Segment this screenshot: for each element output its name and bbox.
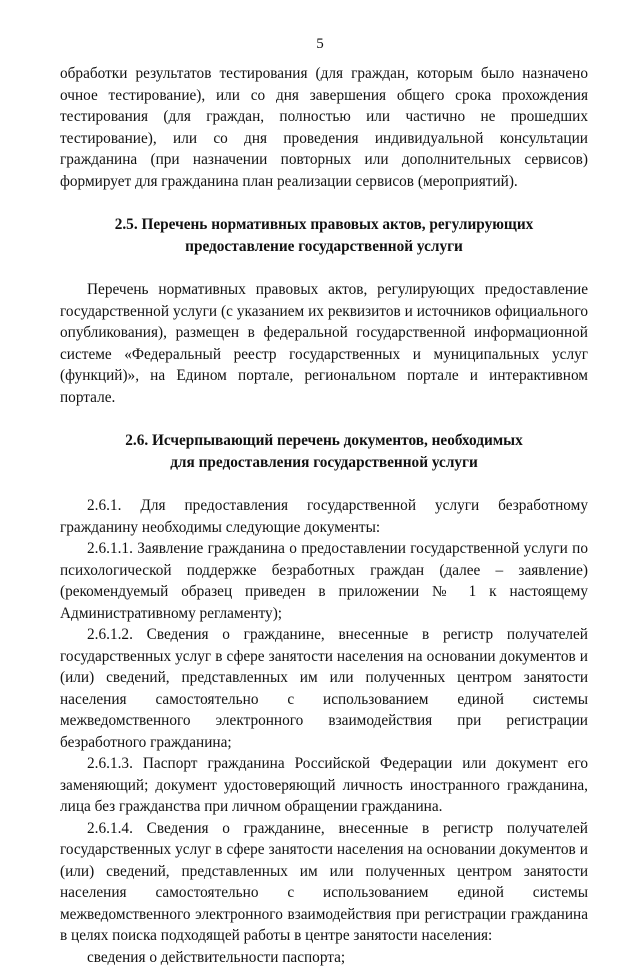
clause-2-6-1-4: 2.6.1.4. Сведения о гражданине, внесенные в регистр получателей государственных услуг в сфере занятости населения на основании документов и (или) сведений, представленных им или полученных центром занятости населения самостоятельно с использованием единой системы межведомственного электронного взаимодействия при регистрации гражданина в целях поиска подходящей работы в центре занятости населения: bbox=[60, 818, 588, 947]
section-2-5-title-line2: предоставление государственной услуги bbox=[60, 236, 588, 258]
section-2-6-title-line2: для предоставления государственной услуги bbox=[60, 452, 588, 474]
section-2-6-heading bbox=[60, 430, 588, 473]
section-2-5-heading bbox=[60, 214, 588, 257]
document-body bbox=[60, 63, 588, 968]
section-2-6-title-line1: 2.6. Исчерпывающий перечень документов, необходимых bbox=[60, 430, 588, 452]
passport-validity-item: сведения о действительности паспорта; bbox=[60, 947, 588, 968]
section-2-5-paragraph: Перечень нормативных правовых актов, регулирующих предоставление государственной услуги (с указанием их реквизитов и источников официального опубликования), размещен в федеральной государственной информационной системе «Федеральный реестр государственных и муниципальных услуг (функций)», на Едином портале, региональном портале и интерактивном портале. bbox=[60, 279, 588, 408]
clause-2-6-1-2: 2.6.1.2. Сведения о гражданине, внесенные в регистр получателей государственных услуг в сфере занятости населения на основании документов и (или) сведений, представленных им или полученных центром занятости населения самостоятельно с использованием единой системы межведомственного электронного взаимодействия при регистрации безработного гражданина; bbox=[60, 624, 588, 753]
clause-2-6-1-1: 2.6.1.1. Заявление гражданина о предоставлении государственной услуги по психологической поддержке безработных граждан (далее – заявление) (рекомендуемый образец приведен в приложении № 1 к настоящему Административному регламенту); bbox=[60, 538, 588, 624]
page-number: 5 bbox=[0, 35, 640, 53]
continuation-paragraph: обработки результатов тестирования (для граждан, которым было назначено очное тестирование), или со дня завершения общего срока прохождения тестирования (для граждан, полностью или частично не прошедших тестирование), или со дня проведения индивидуальной консультации гражданина (при назначении повторных или дополнительных сервисов) формирует для гражданина план реализации сервисов (мероприятий). bbox=[60, 63, 588, 192]
section-2-5-title-line1: 2.5. Перечень нормативных правовых актов, регулирующих bbox=[60, 214, 588, 236]
clause-2-6-1-3: 2.6.1.3. Паспорт гражданина Российской Федерации или документ его заменяющий; документ удостоверяющий личность иностранного гражданина, лица без гражданства при личном обращении гражданина. bbox=[60, 753, 588, 818]
clause-2-6-1: 2.6.1. Для предоставления государственной услуги безработному гражданину необходимы следующие документы: bbox=[60, 495, 588, 538]
